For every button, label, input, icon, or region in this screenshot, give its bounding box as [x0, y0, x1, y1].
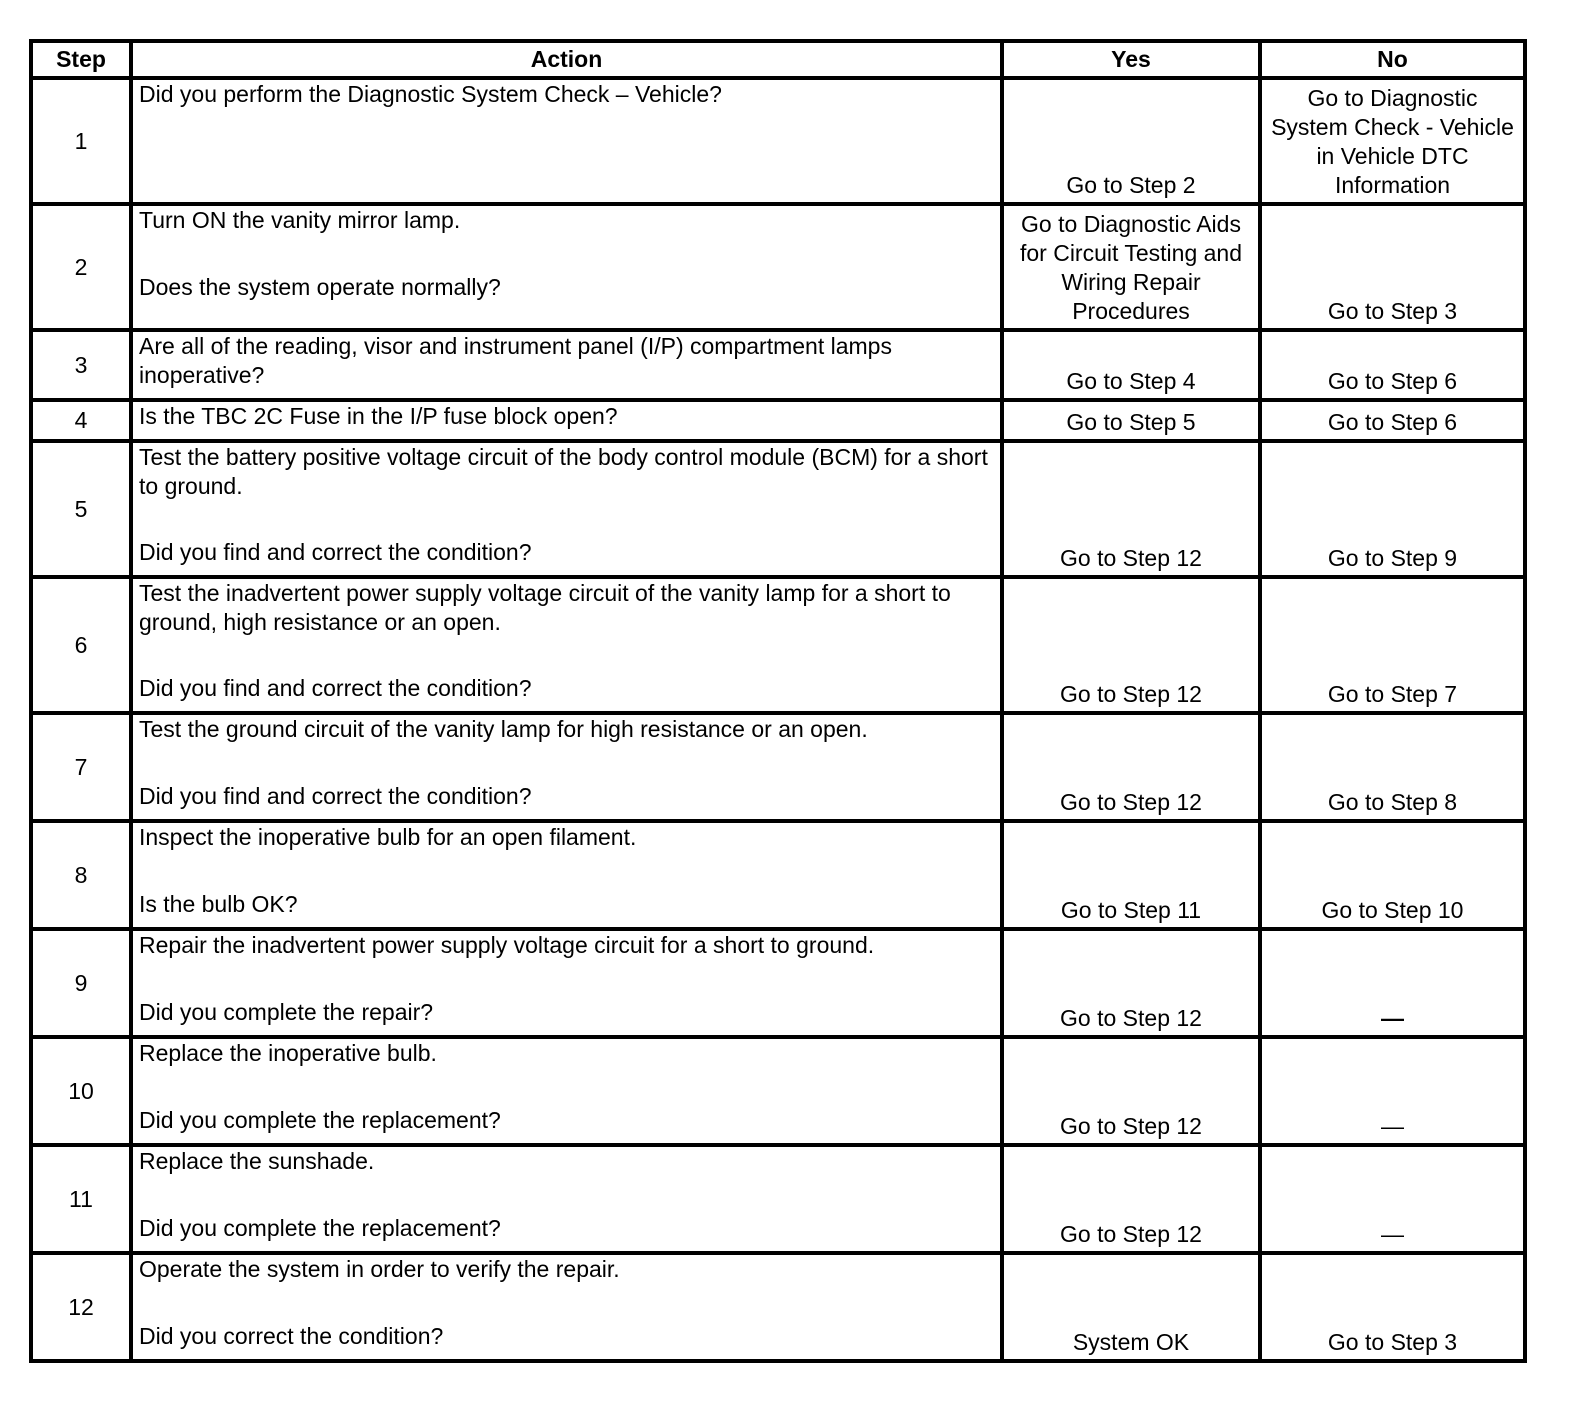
header-step: Step	[31, 41, 131, 78]
no-cell: —	[1260, 1037, 1525, 1145]
step-number: 1	[31, 78, 131, 204]
action-question: Did you complete the repair?	[139, 999, 434, 1025]
step-number: 8	[31, 821, 131, 929]
action-question: Did you correct the condition?	[139, 1323, 444, 1349]
step-number: 7	[31, 713, 131, 821]
yes-cell: Go to Step 11	[1002, 821, 1260, 929]
action-cell	[131, 441, 1002, 577]
yes-cell: Go to Step 4	[1002, 330, 1260, 400]
action-question: Is the bulb OK?	[139, 891, 298, 917]
action-cell	[131, 713, 1002, 821]
action-cell	[131, 929, 1002, 1037]
action-text: Replace the sunshade.	[139, 1148, 375, 1174]
table-row	[31, 713, 1525, 821]
action-text: Inspect the inoperative bulb for an open filament.	[139, 824, 637, 850]
action-text: Test the inadvertent power supply voltage circuit of the vanity lamp for a short to ground, high resistance or an open.	[139, 580, 951, 635]
action-cell	[131, 821, 1002, 929]
action-question: Did you find and correct the condition?	[139, 783, 532, 809]
yes-cell: Go to Step 12	[1002, 441, 1260, 577]
yes-cell: System OK	[1002, 1253, 1260, 1361]
action-text: Test the battery positive voltage circuit of the body control module (BCM) for a short to ground.	[139, 444, 988, 499]
yes-cell: Go to Step 12	[1002, 1145, 1260, 1253]
action-cell	[131, 1253, 1002, 1361]
action-text: Are all of the reading, visor and instrument panel (I/P) compartment lamps inoperative?	[139, 333, 892, 388]
step-number: 5	[31, 441, 131, 577]
action-text: Replace the inoperative bulb.	[139, 1040, 437, 1066]
table-row	[31, 929, 1525, 1037]
table-row	[31, 441, 1525, 577]
no-cell: Go to Step 6	[1260, 400, 1525, 441]
action-cell	[131, 330, 1002, 400]
table-row	[31, 204, 1525, 330]
yes-cell: Go to Step 12	[1002, 929, 1260, 1037]
action-text: Test the ground circuit of the vanity lamp for high resistance or an open.	[139, 716, 868, 742]
action-text: Operate the system in order to verify the repair.	[139, 1256, 620, 1282]
action-cell	[131, 400, 1002, 441]
table-row	[31, 400, 1525, 441]
yes-cell: Go to Step 12	[1002, 713, 1260, 821]
yes-cell: Go to Step 12	[1002, 577, 1260, 713]
header-no: No	[1260, 41, 1525, 78]
table-row	[31, 1037, 1525, 1145]
yes-cell: Go to Step 5	[1002, 400, 1260, 441]
action-text: Did you perform the Diagnostic System Check – Vehicle?	[139, 81, 722, 107]
no-cell: Go to Step 3	[1260, 204, 1525, 330]
no-cell: —	[1260, 1145, 1525, 1253]
table-row	[31, 821, 1525, 929]
no-cell: Go to Step 9	[1260, 441, 1525, 577]
no-cell: Go to Step 8	[1260, 713, 1525, 821]
step-number: 10	[31, 1037, 131, 1145]
table-row	[31, 1253, 1525, 1361]
table-row	[31, 577, 1525, 713]
action-question: Did you find and correct the condition?	[139, 675, 532, 701]
action-text: Is the TBC 2C Fuse in the I/P fuse block open?	[139, 403, 618, 429]
action-question: Did you complete the replacement?	[139, 1107, 501, 1133]
action-cell	[131, 204, 1002, 330]
action-cell	[131, 1145, 1002, 1253]
header-row	[31, 41, 1525, 78]
diagnostic-table	[29, 39, 1527, 1363]
step-number: 2	[31, 204, 131, 330]
action-question: Does the system operate normally?	[139, 274, 501, 300]
step-number: 12	[31, 1253, 131, 1361]
step-number: 11	[31, 1145, 131, 1253]
step-number: 6	[31, 577, 131, 713]
no-cell: Go to Step 6	[1260, 330, 1525, 400]
no-cell: Go to Step 10	[1260, 821, 1525, 929]
action-text: Turn ON the vanity mirror lamp.	[139, 207, 461, 233]
table-row	[31, 330, 1525, 400]
action-question: Did you find and correct the condition?	[139, 539, 532, 565]
action-text: Repair the inadvertent power supply voltage circuit for a short to ground.	[139, 932, 875, 958]
action-question: Did you complete the replacement?	[139, 1215, 501, 1241]
header-yes: Yes	[1002, 41, 1260, 78]
yes-cell: Go to Diagnostic Aids for Circuit Testing and Wiring Repair Procedures	[1002, 204, 1260, 330]
table-row	[31, 1145, 1525, 1253]
no-cell: Go to Step 7	[1260, 577, 1525, 713]
yes-cell: Go to Step 12	[1002, 1037, 1260, 1145]
no-cell: —	[1260, 929, 1525, 1037]
table-row	[31, 78, 1525, 204]
action-cell	[131, 1037, 1002, 1145]
step-number: 3	[31, 330, 131, 400]
step-number: 4	[31, 400, 131, 441]
action-cell	[131, 78, 1002, 204]
no-cell: Go to Diagnostic System Check - Vehicle in Vehicle DTC Information	[1260, 78, 1525, 204]
action-cell	[131, 577, 1002, 713]
no-cell: Go to Step 3	[1260, 1253, 1525, 1361]
step-number: 9	[31, 929, 131, 1037]
yes-cell: Go to Step 2	[1002, 78, 1260, 204]
header-action: Action	[131, 41, 1002, 78]
